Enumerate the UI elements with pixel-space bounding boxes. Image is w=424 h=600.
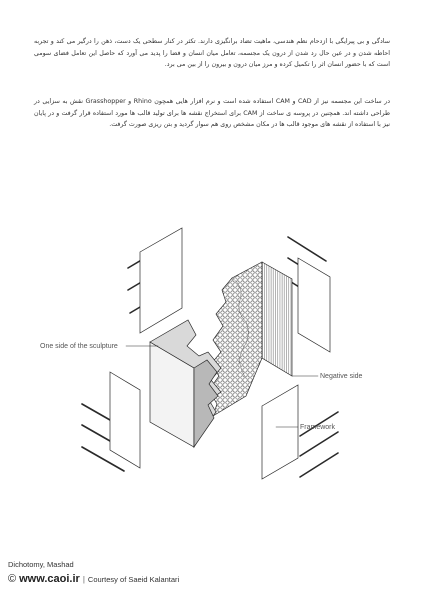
label-framework: Framework — [300, 424, 336, 431]
framework-panel-right-bottom — [262, 385, 298, 479]
copyright-icon: © — [8, 572, 17, 585]
framework-panel-right-top — [298, 258, 330, 352]
credit-line — [8, 573, 179, 585]
paragraph-description: سادگی و بی پیرایگی با ازدحام نظم هندسی، ماهیت تضاد برانگیزی دارند. تکثر در کنار سطحی یک دست، ذهن را درگیر می کند و تجربه احاطه شدن و در عین حال رد شدن از درون یک مجسمه، تعامل میان انسان و فضا را پدید می آورد که حاصل این تعامل فضای سومی است که با حضور انسان اثر را تکمیل کرده و مرز میان درون و بیرون را از بین می برد. — [34, 38, 390, 68]
negative-side-block — [209, 262, 292, 416]
separator: | — [82, 574, 85, 584]
label-negative-side: Negative side — [320, 373, 363, 380]
framework-panel-left-bottom — [110, 372, 140, 468]
site-link[interactable]: www.caoi.ir — [19, 573, 80, 585]
label-sculpture-side: One side of the sculpture — [40, 343, 118, 350]
sculpture-side-block — [150, 320, 221, 447]
framework-rods-right-bottom — [300, 412, 338, 477]
paragraph-construction: در ساخت این مجسمه نیز از CAD و CAM استفاده شده است و نرم افزار هایی همچون Rhino و Grasshopper نقش به سزایی در طراحی داشته اند. همچنین در پروسه ی ساخت از CAM برای استخراج نقشه ها برای تولید قالب ها مورد استفاده قرار گرفت و در پایان نیز با استفاده از نقشه های موجود قالب ها در مکان مشخص روی هم سوار گردید و بتن ریزی صورت گرفت. — [34, 98, 391, 128]
framework-panel-left-top — [140, 228, 182, 333]
project-location: Dichotomy, Mashad — [8, 560, 74, 569]
courtesy-text: Courtesy of Saeid Kalantari — [87, 574, 180, 584]
